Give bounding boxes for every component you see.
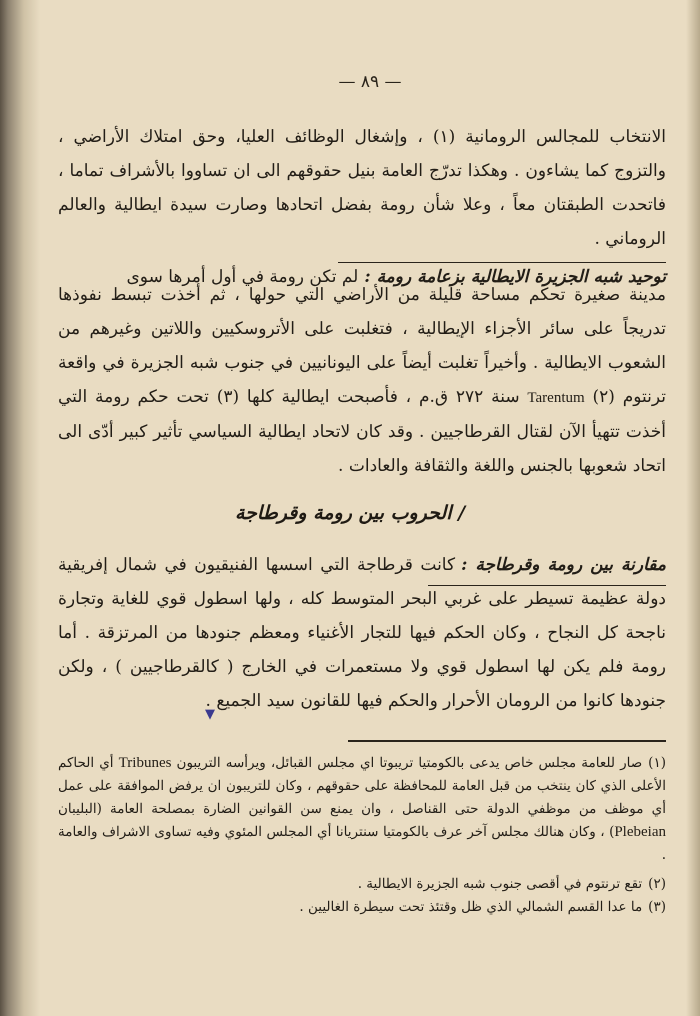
footnote: [58, 752, 666, 867]
footnote-number: (٢): [648, 876, 666, 892]
footnote-text: تقع ترنتوم في أقصى جنوب شبه الجزيرة الايطالية .: [357, 876, 643, 892]
paragraph-text: سنة ٢٧٢ ق.م ، فأصبحت ايطالية كلها (٣) تحت حكم رومة التي أخذت تتهيأ الآن لقتال القرطاجيين . وقد كان لاتحاد ايطالية السياسي تأثير كبير أدّى الى اتحاد شعوبها بالجنس واللغة والثقافة والعادات .: [58, 387, 666, 476]
paragraph-text: لم تكن رومة في أول أمرها سوى: [126, 267, 359, 287]
latin-term: Plebeian: [614, 824, 666, 840]
footnote-number: (٣): [648, 899, 666, 915]
footnotes: [58, 752, 666, 919]
latin-term: Tarentum: [527, 390, 585, 406]
inline-heading: مقارنة بين رومة وقرطاجة :: [461, 555, 666, 575]
footnote: [58, 896, 666, 919]
paragraph-text: كانت قرطاجة التي اسسها الفنيقيون في شمال إفريقية دولة عظيمة تسيطر على غربي البحر المتوسط كله ، ولها اسطول قوي للغاية وتجارة ناجحة كل النجاح ، وكان الحكم فيها للتجار الأغنياء ومعظم جنودها من المرتزقة . أما رومة فلم يكن لها اسطول قوي ولا مستعمرات في الخارج ( كالقرطاجيين ) ، ولكن جنودها كانوا من الرومان الأحرار والحكم فيها للقانون سيد الجميع .: [58, 555, 666, 711]
body-block-3: [58, 548, 666, 718]
heading-underline: [338, 262, 666, 263]
paragraph: [58, 548, 666, 718]
footnote-rule: [348, 740, 666, 742]
paragraph: الانتخاب للمجالس الرومانية (١) ، وإشغال الوظائف العليا، وحق امتلاك الأراضي ، والتزوج كما يشاءون . وهكذا تدرّج العامة بنيل حقوقهم الى ان تساووا بالأشراف تماما ، فاتحدت الطبقتان معاً ، وعلا شأن رومة بفضل اتحادها وصارت سيدة ايطالية والعالم الروماني .: [58, 127, 666, 249]
footnote-number: (١): [648, 755, 666, 771]
footnote: [58, 873, 666, 896]
page-edge: [686, 0, 700, 1016]
page-gutter-shadow: [0, 0, 40, 1016]
footnote-text: ما عدا القسم الشمالي الذي ظل وقتئذ تحت سيطرة الغاليين .: [299, 899, 643, 915]
body-block-1: [58, 120, 666, 294]
footnote-text: صار للعامة مجلس خاص يدعى بالكومتيا تريبوتا اي مجلس القبائل، ويرأسه التريبون: [171, 755, 643, 771]
latin-term: Tribunes: [118, 755, 172, 771]
section-title: / الحروب بين رومة وقرطاجة: [234, 502, 466, 524]
heading-underline: [428, 585, 666, 586]
annotation-mark: ▼: [205, 707, 215, 722]
body-block-2: [58, 278, 666, 483]
footnote-text: ) ، وكان هنالك مجلس آخر عرف بالكومتيا سنتريانا أي المجلس المئوي وفيه تساوى الاشراف والعامة .: [58, 824, 666, 863]
page-number: — ٨٩ —: [338, 72, 402, 92]
inline-heading: توحيد شبه الجزيرة الايطالية بزعامة رومة :: [364, 267, 666, 287]
paragraph-text: مدينة صغيرة تحكم مساحة قليلة من الأراضي التي حولها ، ثم أخذت تبسط نفوذها تدريجاً على سائر الأجزاء الإيطالية ، فتغلبت على الأتروسكيين واللاتين وغيرهم من الشعوب الايطالية . وأخيراً تغلبت أيضاً على اليونانيين في جنوب شبه الجزيرة في واقعة ترنتوم (٢): [58, 285, 666, 407]
paragraph: [58, 278, 666, 483]
footnote-text: أي الحاكم الأعلى الذي كان ينتخب من قبل العامة للمحافظة على حقوقهم ، وكان للتريبون ان يرفض الموافقة على عمل أي موظف من موظفي الدولة حتى القناصل ، وان يمنع سن القوانين الضارة بمصلحة العامة (البليبان: [58, 755, 666, 817]
